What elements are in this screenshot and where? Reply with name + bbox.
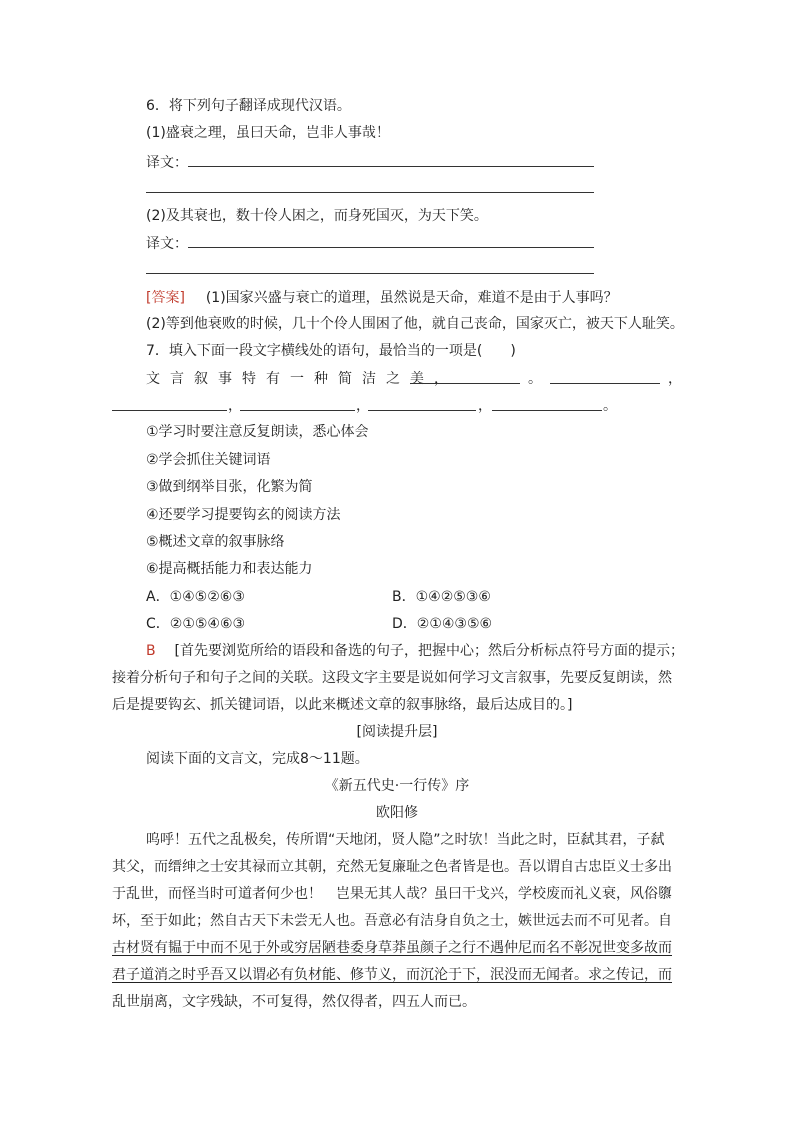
q7-period-end: 。 [603, 398, 617, 414]
q6-answer-line-1a[interactable] [188, 166, 594, 167]
q7-blank-6[interactable] [492, 410, 602, 411]
q7-comma-3: ， [356, 398, 370, 414]
q6-yiwen-label-2: 译文： [146, 236, 188, 252]
answer-text-1: (1)国家兴盛与衰亡的道理，虽然说是天命，难道不是由于人事吗？ [205, 290, 618, 306]
q7-explanation-3: 后是提要钩玄、抓关键词语，以此来概述文章的叙事脉络，最后达成目的。] [112, 697, 573, 713]
work-title: 《新五代史·一行传》序 [324, 778, 470, 794]
q7-item-2: ②学会抓住关键词语 [146, 452, 271, 468]
q7-blank-1[interactable] [410, 383, 520, 384]
q7-comma-2: ， [228, 398, 242, 414]
q7-expl-text-1: [首先要浏览所给的语段和备选的句子，把握中心；然后分析标点符号方面的提示； [174, 643, 684, 659]
q7-blank-3[interactable] [112, 410, 227, 411]
q6-yiwen-label-1: 译文： [146, 155, 188, 171]
q7-comma-4: ， [478, 398, 492, 414]
section-intro: 阅读下面的文言文，完成8～11题。 [146, 751, 369, 767]
q7-blank-5[interactable] [368, 410, 476, 411]
q6-sentence-2: (2)及其衰也，数十伶人困之，而身死国灭，为天下笑。 [146, 208, 488, 224]
q7-item-6: ⑥提高概括能力和表达能力 [146, 561, 313, 577]
author: 欧阳修 [376, 805, 418, 821]
q6-answer-2: (2)等到他衰败的时候，几十个伶人围困了他，就自己丧命，国家灭亡，被天下人耻笑。 [146, 316, 684, 332]
q7-period: 。 [528, 371, 542, 387]
q7-text-start: 文言叙事特有一种简洁之美， [146, 371, 458, 387]
q6-answer-line-1b[interactable] [146, 192, 594, 193]
q7-answer-letter: B [146, 643, 156, 659]
q7-explanation-1 [146, 641, 684, 661]
q6-answer-line-2b[interactable] [146, 273, 594, 274]
q7-option-d[interactable]: D．②①④③⑤⑥ [392, 616, 493, 632]
q7-option-b[interactable]: B．①④②⑤③⑥ [392, 589, 491, 605]
q7-blank-2[interactable] [550, 383, 660, 384]
q6-stem: 6．将下列句子翻译成现代汉语。 [146, 98, 351, 114]
section-title: [阅读提升层] [356, 724, 438, 740]
answer-label: [答案] [146, 290, 185, 306]
q7-option-a[interactable]: A．①④⑤②⑥③ [146, 589, 245, 605]
q7-stem: 7．填入下面一段文字横线处的语句，最恰当的一项是( ) [146, 343, 516, 359]
passage-line-6: 君子道消之时乎吾又以谓必有负材能、修节义，而沉沦于下，泯没而无闻者。求之传记，而 [112, 967, 672, 983]
q7-item-5: ⑤概述文章的叙事脉络 [146, 534, 285, 550]
q6-sentence-1: (1)盛衰之理，虽曰天命，岂非人事哉！ [146, 125, 390, 141]
q7-item-4: ④还要学习提要钩玄的阅读方法 [146, 507, 341, 523]
passage-line-5: 古材贤有韫于中而不见于外或穷居陋巷委身草莽虽颜子之行不遇仲尼而名不彰况世变多故而 [112, 940, 672, 956]
q6-answer-1 [146, 288, 618, 308]
passage-line-2: 其父，而缙绅之士安其禄而立其朝，充然无复廉耻之色者皆是也。吾以谓自古忠臣义士多出 [112, 859, 672, 875]
q7-item-1: ①学习时要注意反复朗读，悉心体会 [146, 424, 369, 440]
passage-line-3: 于乱世，而怪当时可道者何少也！ 岂果无其人哉？虽曰干戈兴，学校废而礼义衰，风俗隳 [112, 886, 672, 902]
q6-answer-line-2a[interactable] [188, 247, 594, 248]
q7-comma-1: ， [668, 371, 682, 387]
passage-line-1: 呜呼！五代之乱极矣，传所谓“天地闭，贤人隐”之时欤！当此之时，臣弑其君，子弑 [146, 832, 665, 848]
q7-option-c[interactable]: C．②①⑤④⑥③ [146, 616, 246, 632]
q7-blank-4[interactable] [240, 410, 355, 411]
passage-line-4: 坏，至于如此；然自古天下未尝无人也。吾意必有洁身自负之士，嫉世远去而不可见者。自 [112, 913, 672, 929]
passage-line-7: 乱世崩离，文字残缺，不可复得，然仅得者，四五人而已。 [112, 994, 476, 1010]
q7-explanation-2: 接着分析句子和句子之间的关联。这段文字主要是说如何学习文言叙事，先要反复朗读，然 [112, 670, 672, 686]
q7-item-3: ③做到纲举目张，化繁为简 [146, 479, 313, 495]
